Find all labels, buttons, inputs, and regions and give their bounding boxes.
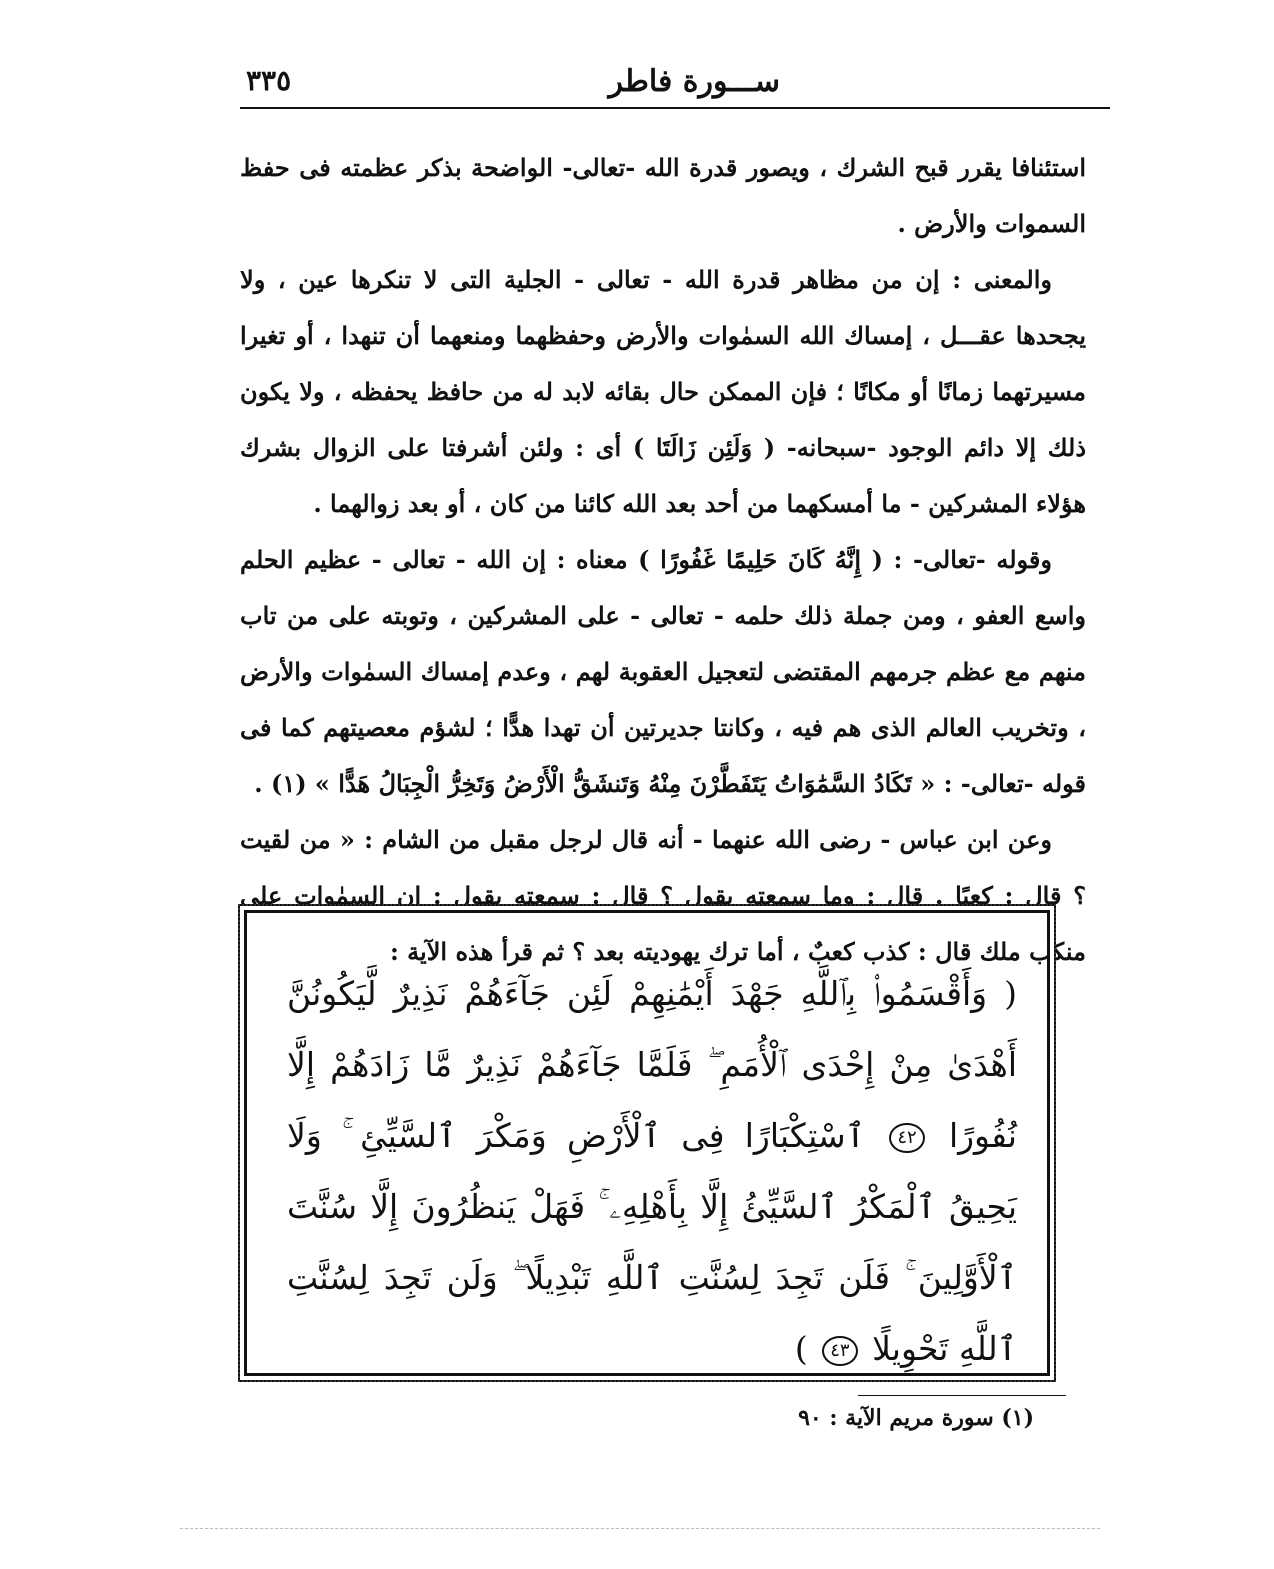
ayah-number-marker: ٤٢ — [889, 1123, 924, 1153]
paragraph: استئنافا يقرر قبح الشرك ، ويصور قدرة الله -تعالى- الواضحة بذكر عظمته فى حفظ السموات والأرض . — [240, 153, 1086, 238]
page-number: ٣٣٥ — [246, 64, 292, 97]
verse-part: ٱسْتِكْبَارًا فِى ٱلْأَرْضِ وَمَكْرَ ٱلسَّيِّئِ ۚ وَلَا يَحِيقُ ٱلْمَكْرُ ٱلسَّيِّئُ إِلَّا بِأَهْلِهِۦ ۚ فَهَلْ يَنظُرُونَ إِلَّا سُنَّتَ ٱلْأَوَّلِينَ ۚ فَلَن تَجِدَ لِسُنَّتِ ٱللَّهِ تَبْدِيلًا ۖ وَلَن تَجِدَ لِسُنَّتِ ٱللَّهِ تَحْوِيلًا — [287, 1116, 1017, 1368]
footnote-rule — [858, 1395, 1066, 1396]
paragraph: والمعنى : إن من مظاهر قدرة الله - تعالى - الجلية التى لا تنكرها عين ، ولا يجحدها عقـــل ، إمساك الله السمٰوات والأرض وحفظهما ومنعهما أن تنهدا ، أو تغيرا مسيرتهما زمانًا أو مكانًا ؛ فإن الممكن حال بقائه لابد له من حافظ يحفظه ، ولا يكون ذلك إلا دائم الوجود -سبحانه- ( وَلَئِن زَالَتَا ) أى : ولئن أشرفتا على الزوال بشرك هؤلاء المشركين - ما أمسكهما من أحد بعد الله كائنا من كان ، أو بعد زوالهما . — [240, 265, 1087, 518]
verse-close-bracket: ) — [794, 1329, 808, 1368]
scan-artifact-line — [180, 1528, 1100, 1529]
paragraph: وعن ابن عباس - رضى الله عنهما - أنه قال لرجل مقبل من الشام : « من لقيت ؟ قال : كعبًا . قال : وما سمعته يقول ؟ قال : سمعته يقول : إن السمٰوات على منكب ملك قال : كذب كعبٌ ، أما ترك يهوديته بعد ؟ ثم قرأ هذه الآية : — [240, 825, 1086, 966]
verse-open-bracket: ( — [1004, 974, 1017, 1013]
footnote: (١) سورة مريم الآية : ٩٠ — [798, 1405, 1034, 1431]
page-header — [240, 58, 1110, 108]
paragraph: وقوله -تعالى- : ( إِنَّهُ كَانَ حَلِيمًا غَفُورًا ) معناه : إن الله - تعالى - عظيم الحلم واسع العفو ، ومن جملة ذلك حلمه - تعالى - على المشركين ، وتوبته على من تاب منهم مع عظم جرمهم المقتضى لتعجيل العقوبة لهم ، وعدم إمساك السمٰوات والأرض ، وتخريب العالم الذى هم فيه ، وكانتا جديرتين أن تهدا هدًّا ؛ لشؤم معصيتهم كما فى قوله -تعالى- : « تَكَادُ السَّمَٰوَاتُ يَتَفَطَّرْنَ مِنْهُ وَتَنشَقُّ الْأَرْضُ وَتَخِرُّ الْجِبَالُ هَدًّا » (١) . — [240, 545, 1086, 798]
quran-verse — [287, 958, 1017, 1384]
verse-part: وَأَقْسَمُوا۟ بِٱللَّهِ جَهْدَ أَيْمَٰنِهِمْ لَئِن جَآءَهُمْ نَذِيرٌ لَّيَكُونُنَّ أَهْدَىٰ مِنْ إِحْدَى ٱلْأُمَمِ ۖ فَلَمَّا جَآءَهُمْ نَذِيرٌ مَّا زَادَهُمْ إِلَّا نُفُورًا — [287, 974, 1017, 1155]
verse-frame — [244, 910, 1050, 1376]
ayah-number-marker: ٤٣ — [822, 1336, 857, 1366]
body-text — [240, 140, 1086, 980]
running-title: ســـورة فاطر — [608, 64, 780, 99]
header-rule — [240, 107, 1110, 109]
